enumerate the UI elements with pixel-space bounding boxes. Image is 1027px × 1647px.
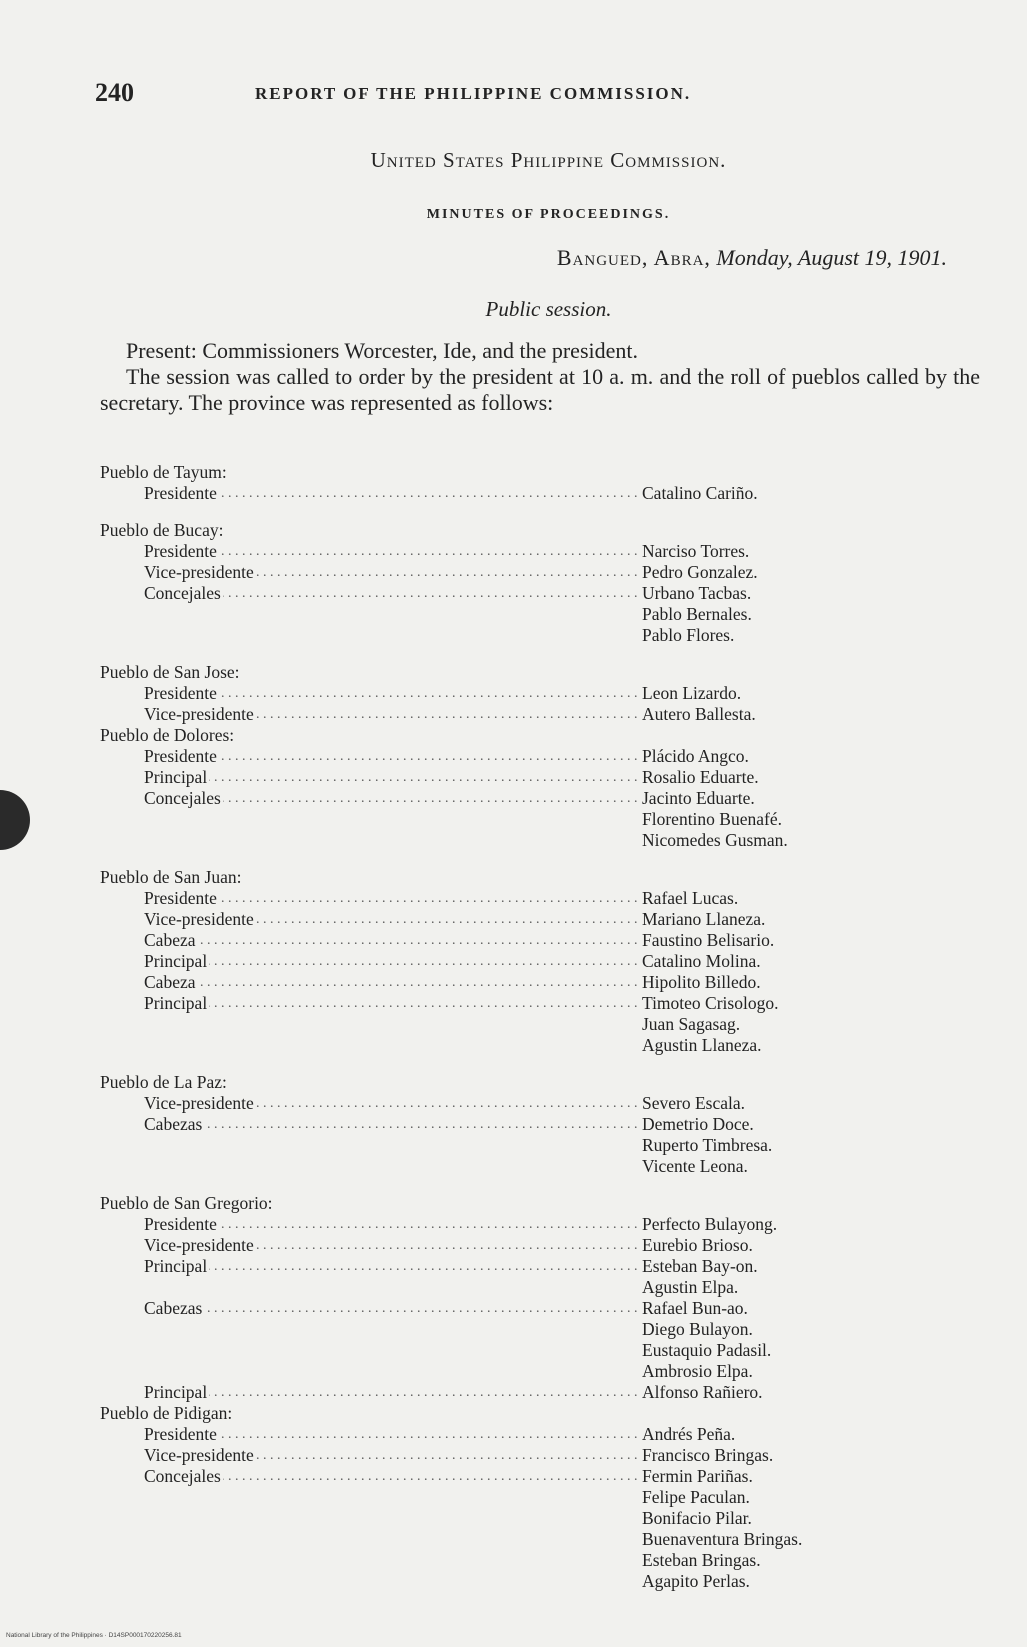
person-name: Bonifacio Pilar.: [642, 1508, 752, 1528]
person-name: Faustino Belisario.: [642, 930, 775, 950]
office-label: Vice-presidente: [144, 1235, 254, 1255]
pueblo-name: Pueblo de San Gregorio:: [100, 1193, 273, 1213]
office-title: [100, 830, 640, 851]
roll-entry: [100, 1135, 900, 1156]
minutes-heading: MINUTES OF PROCEEDINGS.: [426, 207, 671, 222]
block-spacer: [100, 1177, 900, 1193]
office-label: [144, 625, 146, 645]
person-name: Esteban Bay-on.: [642, 1256, 758, 1276]
pueblo-name: Pueblo de Dolores:: [100, 725, 235, 745]
office-label: [144, 1277, 146, 1297]
office-title: [100, 951, 640, 972]
office-title: [100, 1508, 640, 1529]
person-name: Alfonso Rañiero.: [642, 1382, 763, 1402]
office-title: [100, 1298, 640, 1319]
person-name: Catalino Molina.: [642, 951, 761, 971]
person-name: Pablo Flores.: [642, 625, 735, 645]
office-title: [100, 788, 640, 809]
office-label: [144, 830, 146, 850]
roll-entry: [100, 1424, 900, 1445]
roll-entry: [100, 541, 900, 562]
office-title: [100, 909, 640, 930]
office-title: [100, 1571, 640, 1592]
roll-entry: [100, 683, 900, 704]
session-type: Public session.: [485, 297, 612, 321]
person-name: Urbano Tacbas.: [642, 583, 752, 603]
office-label: Principal: [144, 951, 208, 971]
office-title: [100, 1424, 640, 1445]
called-paragraph: The session was called to order by the president at 10 a. m. and the roll of pueblos called by the secretary. The province was represented as follows:: [100, 364, 980, 415]
office-title: [100, 541, 640, 562]
office-label: [144, 604, 146, 624]
commission-title: United States Philippine Commission.: [370, 148, 727, 172]
person-name: Agapito Perlas.: [642, 1571, 750, 1591]
office-label: [144, 1550, 146, 1570]
person-name: Timoteo Crisologo.: [642, 993, 779, 1013]
office-label: Concejales: [144, 583, 221, 603]
roll-entry: [100, 1256, 900, 1277]
person-name: Autero Ballesta.: [642, 704, 756, 724]
office-label: Presidente: [144, 683, 217, 703]
person-name: Florentino Buenafé.: [642, 809, 782, 829]
roll-entry: [100, 746, 900, 767]
office-title: [100, 1214, 640, 1235]
roll-entry: [100, 888, 900, 909]
office-label: [144, 1508, 146, 1528]
page-number: 240: [95, 78, 134, 107]
office-label: [144, 1014, 146, 1034]
office-label: [144, 1340, 146, 1360]
office-title: [100, 1550, 640, 1571]
office-label: Cabeza: [144, 972, 196, 992]
office-title: [100, 704, 640, 725]
office-label: Vice-presidente: [144, 1093, 254, 1113]
office-title: [100, 1014, 640, 1035]
person-name: Mariano Llaneza.: [642, 909, 766, 929]
roll-entry: [100, 604, 900, 625]
person-name: Ruperto Timbresa.: [642, 1135, 773, 1155]
office-title: [100, 1319, 640, 1340]
person-name: Eustaquio Padasil.: [642, 1340, 772, 1360]
roll-entry: [100, 1114, 900, 1135]
person-name: Ambrosio Elpa.: [642, 1361, 753, 1381]
roll-entry: [100, 1382, 900, 1403]
person-name: Vicente Leona.: [642, 1156, 748, 1176]
office-label: Presidente: [144, 483, 217, 503]
scan-smudge: [0, 790, 30, 850]
roll-entry: [100, 1361, 900, 1382]
pueblo-block: [100, 867, 900, 1056]
roll-entry: [100, 1445, 900, 1466]
office-label: Concejales: [144, 788, 221, 808]
roll-entry: [100, 1529, 900, 1550]
person-name: Agustin Llaneza.: [642, 1035, 762, 1055]
person-name: Perfecto Bulayong.: [642, 1214, 778, 1234]
roll-entry: [100, 1487, 900, 1508]
person-name: Pablo Bernales.: [642, 604, 752, 624]
office-label: Concejales: [144, 1466, 221, 1486]
office-title: [100, 1156, 640, 1177]
pueblo-block: [100, 1193, 900, 1403]
pueblo-block: [100, 1072, 900, 1177]
office-title: [100, 972, 640, 993]
office-label: Vice-presidente: [144, 909, 254, 929]
office-title: [100, 1093, 640, 1114]
roll-entry: [100, 1508, 900, 1529]
office-title: [100, 1382, 640, 1403]
running-title: REPORT OF THE PHILIPPINE COMMISSION.: [255, 84, 692, 103]
person-name: Nicomedes Gusman.: [642, 830, 788, 850]
roll-entry: [100, 993, 900, 1014]
pueblo-name: Pueblo de San Jose:: [100, 662, 240, 682]
office-title: [100, 1529, 640, 1550]
office-title: [100, 483, 640, 504]
office-label: [144, 1529, 146, 1549]
person-name: Demetrio Doce.: [642, 1114, 754, 1134]
block-spacer: [100, 851, 900, 867]
pueblo-block: [100, 662, 900, 725]
person-name: Juan Sagasag.: [642, 1014, 741, 1034]
office-label: Cabezas: [144, 1114, 203, 1134]
person-name: Esteban Bringas.: [642, 1550, 761, 1570]
office-label: Principal: [144, 993, 208, 1013]
office-label: Principal: [144, 1382, 208, 1402]
roll-entry: [100, 1571, 900, 1592]
office-label: Vice-presidente: [144, 704, 254, 724]
block-spacer: [100, 646, 900, 662]
person-name: Andrés Peña.: [642, 1424, 736, 1444]
office-label: Cabezas: [144, 1298, 203, 1318]
office-label: Vice-presidente: [144, 562, 254, 582]
present-paragraph: Present: Commissioners Worcester, Ide, and the president.: [126, 338, 638, 363]
pueblo-name: Pueblo de Pidigan:: [100, 1403, 233, 1423]
office-label: [144, 1135, 146, 1155]
person-name: Rafael Bun-ao.: [642, 1298, 748, 1318]
roll-entry: [100, 562, 900, 583]
office-title: [100, 1035, 640, 1056]
pueblo-name: Pueblo de La Paz:: [100, 1072, 227, 1092]
person-name: Diego Bulayon.: [642, 1319, 753, 1339]
intro-paragraphs: [100, 338, 980, 416]
roll-entry: [100, 909, 900, 930]
office-label: [144, 1319, 146, 1339]
office-label: Principal: [144, 1256, 208, 1276]
dateline-place: Bangued, Abra,: [556, 245, 711, 270]
person-name: Rosalio Eduarte.: [642, 767, 759, 787]
pueblo-block: [100, 725, 900, 851]
person-name: Hipolito Billedo.: [642, 972, 761, 992]
office-title: [100, 1361, 640, 1382]
office-title: [100, 562, 640, 583]
roll-entry: [100, 483, 900, 504]
person-name: Narciso Torres.: [642, 541, 750, 561]
roll-entry: [100, 1340, 900, 1361]
office-title: [100, 930, 640, 951]
person-name: Leon Lizardo.: [642, 683, 742, 703]
office-title: [100, 746, 640, 767]
office-title: [100, 1114, 640, 1135]
pueblo-block: [100, 462, 900, 504]
office-label: [144, 1571, 146, 1591]
pueblo-block: [100, 1403, 900, 1592]
roll-entry: [100, 704, 900, 725]
office-label: Vice-presidente: [144, 1445, 254, 1465]
office-title: [100, 1445, 640, 1466]
pueblo-name: Pueblo de Tayum:: [100, 462, 227, 482]
roll-entry: [100, 788, 900, 809]
person-name: Catalino Cariño.: [642, 483, 758, 503]
pueblo-name: Pueblo de Bucay:: [100, 520, 224, 540]
person-name: Severo Escala.: [642, 1093, 746, 1113]
roll-entry: [100, 1319, 900, 1340]
roll-entry: [100, 1035, 900, 1056]
office-title: [100, 1466, 640, 1487]
office-label: Presidente: [144, 746, 217, 766]
office-label: Presidente: [144, 888, 217, 908]
dateline: [557, 245, 947, 271]
office-label: [144, 1361, 146, 1381]
office-title: [100, 888, 640, 909]
roll-entry: [100, 1298, 900, 1319]
office-title: [100, 1256, 640, 1277]
office-title: [100, 583, 640, 604]
office-title: [100, 1340, 640, 1361]
pueblo-block: [100, 520, 900, 646]
roll-of-pueblos: [100, 462, 900, 1592]
roll-entry: [100, 1014, 900, 1035]
person-name: Fermin Pariñas.: [642, 1466, 753, 1486]
roll-entry: [100, 1466, 900, 1487]
person-name: Agustin Elpa.: [642, 1277, 739, 1297]
office-title: [100, 1235, 640, 1256]
roll-entry: [100, 972, 900, 993]
office-label: [144, 809, 146, 829]
roll-entry: [100, 1235, 900, 1256]
office-title: [100, 1487, 640, 1508]
office-label: [144, 1487, 146, 1507]
roll-entry: [100, 767, 900, 788]
person-name: Eurebio Brioso.: [642, 1235, 753, 1255]
roll-entry: [100, 1093, 900, 1114]
office-label: [144, 1156, 146, 1176]
pueblo-name: Pueblo de San Juan:: [100, 867, 242, 887]
roll-entry: [100, 930, 900, 951]
roll-entry: [100, 1214, 900, 1235]
person-name: Jacinto Eduarte.: [642, 788, 755, 808]
roll-entry: [100, 1156, 900, 1177]
office-title: [100, 809, 640, 830]
office-title: [100, 993, 640, 1014]
office-label: Cabeza: [144, 930, 196, 950]
person-name: Plácido Angco.: [642, 746, 749, 766]
office-title: [100, 683, 640, 704]
office-label: [144, 1035, 146, 1055]
roll-entry: [100, 583, 900, 604]
person-name: Buenaventura Bringas.: [642, 1529, 803, 1549]
person-name: Felipe Paculan.: [642, 1487, 750, 1507]
office-label: Principal: [144, 767, 208, 787]
office-title: [100, 604, 640, 625]
dateline-date: Monday, August 19, 1901.: [716, 245, 947, 270]
footer-credit: National Library of the Philippines · D14SP000170220256.81: [6, 1632, 182, 1639]
block-spacer: [100, 504, 900, 520]
roll-entry: [100, 1277, 900, 1298]
office-label: Presidente: [144, 1214, 217, 1234]
office-title: [100, 767, 640, 788]
office-label: Presidente: [144, 541, 217, 561]
office-title: [100, 625, 640, 646]
office-title: [100, 1277, 640, 1298]
roll-entry: [100, 830, 900, 851]
block-spacer: [100, 1056, 900, 1072]
person-name: Rafael Lucas.: [642, 888, 739, 908]
office-label: Presidente: [144, 1424, 217, 1444]
roll-entry: [100, 1550, 900, 1571]
person-name: Francisco Bringas.: [642, 1445, 774, 1465]
roll-entry: [100, 809, 900, 830]
roll-entry: [100, 951, 900, 972]
roll-entry: [100, 625, 900, 646]
person-name: Pedro Gonzalez.: [642, 562, 758, 582]
office-title: [100, 1135, 640, 1156]
